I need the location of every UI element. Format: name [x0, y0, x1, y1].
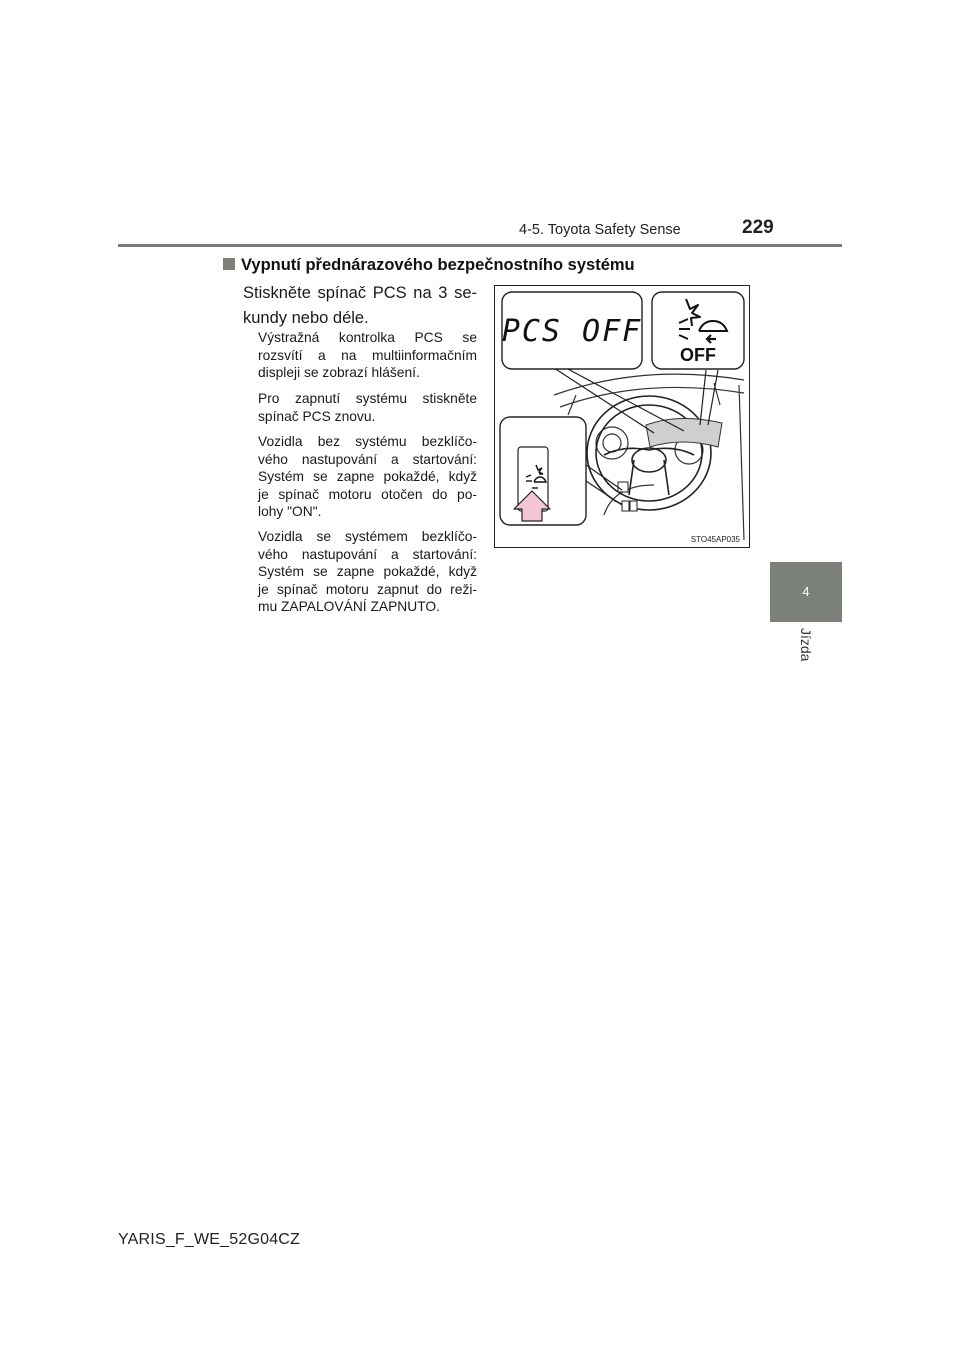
display-message: PCS OFF	[501, 314, 643, 349]
instruction-line: kundy nebo déle.	[243, 309, 369, 327]
note-line: vého nastupování a startování:	[258, 546, 477, 562]
note-line: Vozidla se systémem bezklíčo-	[258, 529, 477, 544]
chapter-label: Jízda	[798, 628, 814, 662]
chapter-tab[interactable]	[770, 562, 842, 622]
figure-code: STO45AP035	[690, 535, 740, 544]
note-with-smart-entry	[258, 528, 477, 616]
note-without-smart-entry	[258, 433, 477, 521]
section-title-text: Vypnutí přednárazového bezpečnostního systému	[241, 256, 635, 274]
note-line: mu ZAPALOVÁNÍ ZAPNUTO.	[258, 599, 440, 614]
note-line: spínač PCS znovu.	[258, 408, 376, 424]
note-line: je spínač motoru otočen do po-	[258, 486, 477, 502]
footer-document-code: YARIS_F_WE_52G04CZ	[118, 1231, 301, 1248]
note-line: lohy "ON".	[258, 504, 322, 519]
running-header-section: 4-5. Toyota Safety Sense	[519, 222, 681, 238]
note-line: Systém se zapne pokaždé, když	[258, 564, 477, 579]
note-line: vého nastupování a startování:	[258, 451, 477, 467]
instruction-step	[243, 281, 477, 331]
note-line: je spínač motoru zapnut do reži-	[258, 581, 477, 597]
chapter-number: 4	[802, 584, 810, 599]
note-line: Systém se zapne pokaždé, když	[258, 469, 477, 484]
indicator-off-label: OFF	[680, 345, 716, 365]
note-warning-light	[258, 329, 477, 382]
note-line: displeji se zobrazí hlášení.	[258, 365, 420, 380]
instruction-line: Stiskněte spínač PCS na 3 se-	[243, 284, 477, 302]
pcs-switch-illustration	[494, 285, 750, 548]
section-title	[223, 256, 635, 275]
page-number: 229	[742, 217, 774, 238]
note-line: Pro zapnutí systému stiskněte	[258, 391, 477, 406]
note-line: Výstražná kontrolka PCS se	[258, 330, 477, 345]
header-rule	[118, 244, 842, 247]
note-line: rozsvítí a na multiinformačním	[258, 347, 477, 363]
square-bullet-icon	[223, 258, 235, 270]
note-line: Vozidla bez systému bezklíčo-	[258, 434, 477, 449]
note-turn-on	[258, 390, 477, 425]
